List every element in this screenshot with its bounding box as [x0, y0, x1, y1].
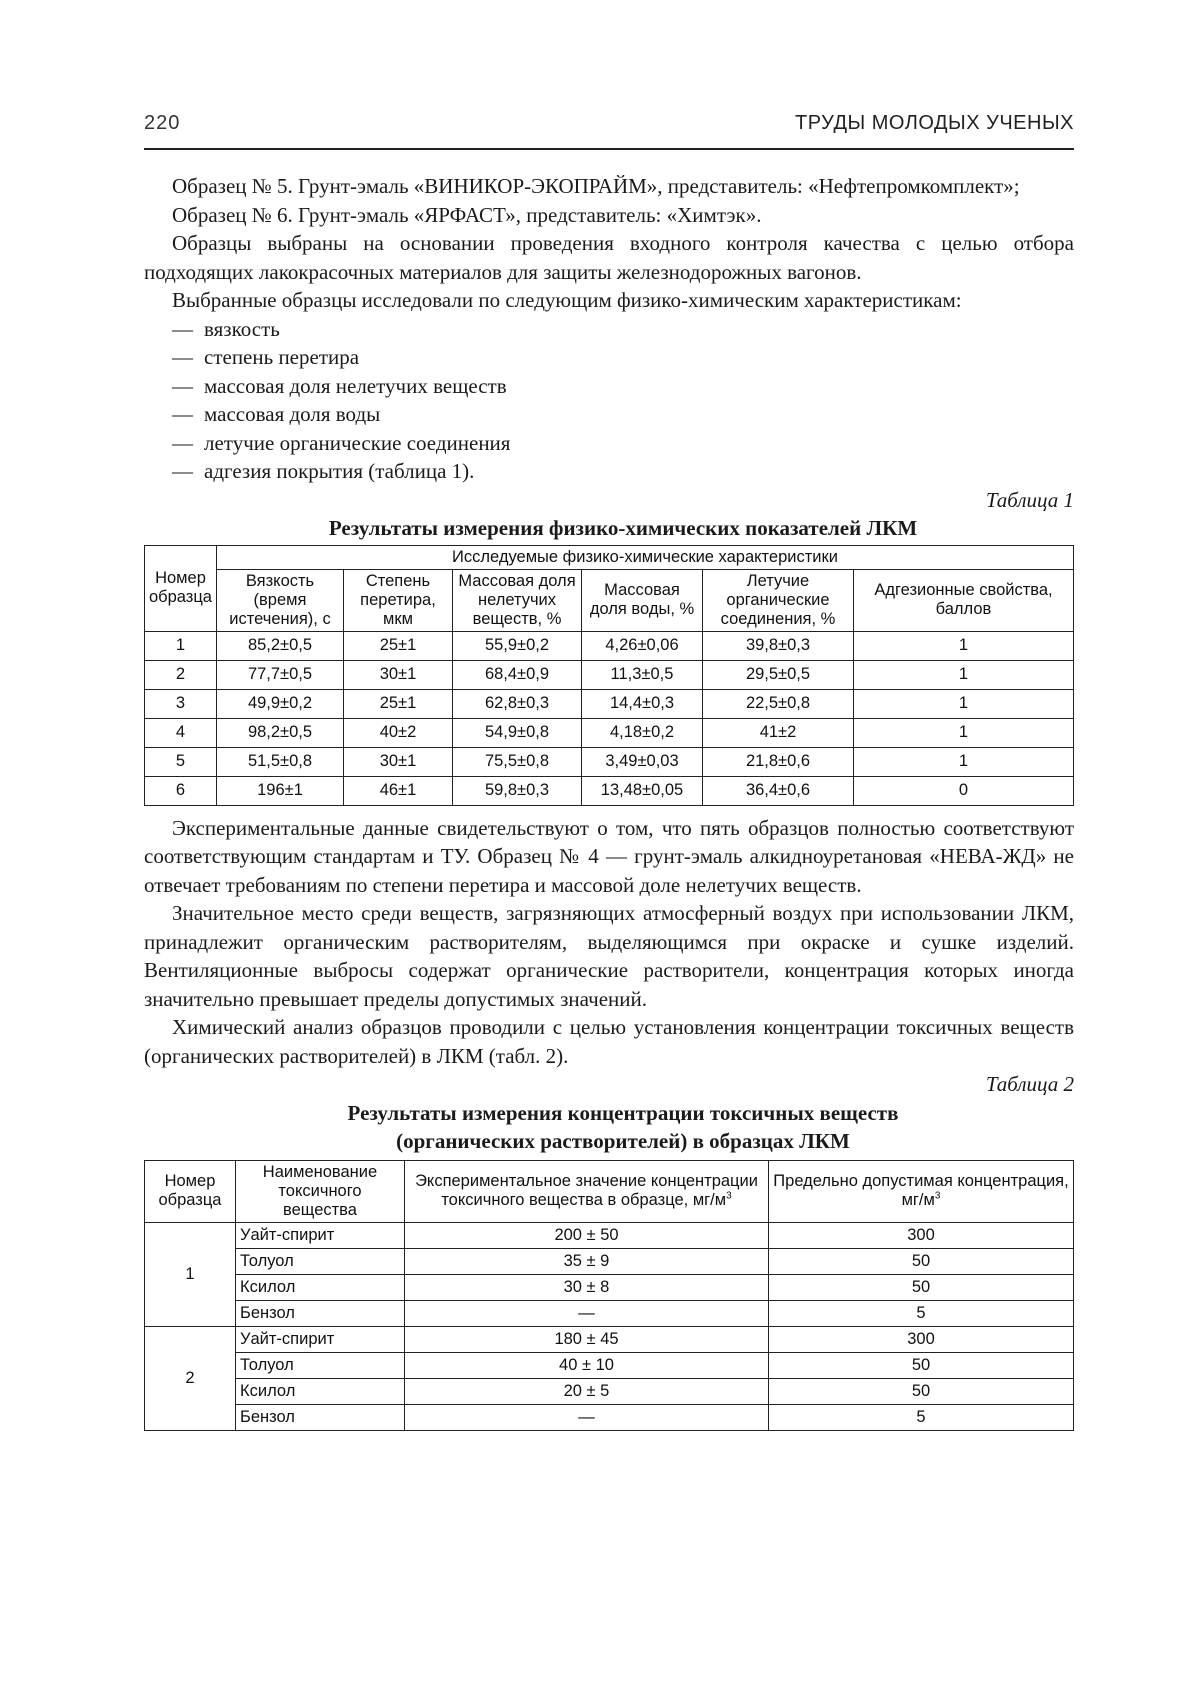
sample-number-cell: 1: [145, 1222, 236, 1326]
table-row: [145, 1404, 1074, 1430]
list-item: [144, 372, 1074, 401]
table-cell: 41±2: [703, 718, 854, 747]
paragraph: Образцы выбраны на основании проведения входного контроля качества с целью отбора подходящих лакокрасочных материалов для защиты железнодорожных вагонов.: [144, 231, 1074, 284]
col-header-sample: Номер образца: [145, 545, 217, 631]
table1-body: [145, 631, 1074, 805]
table-cell: 46±1: [344, 776, 453, 805]
table1-title: Результаты измерения физико-химических показателей ЛКМ: [328, 516, 918, 540]
table-cell: 22,5±0,8: [703, 689, 854, 718]
sample-number-cell: 3: [145, 689, 217, 718]
table-cell: 30±1: [344, 747, 453, 776]
table2-title-line2: (органических растворителей) в образцах ЛКМ: [396, 1129, 850, 1153]
substance-name-cell: Ксилол: [236, 1378, 405, 1404]
table-header-row: [145, 1160, 1074, 1222]
col-header-sample: Номер образца: [145, 1160, 236, 1222]
paragraph: Экспериментальные данные свидетельствуют о том, что пять образцов полностью соответствуют соответствующим стандартам и ТУ. Образец № 4 — грунт-эмаль алкидноуретановая «НЕВА-ЖД» не отвечает требованиям по степени перетира и массовой доле нелетучих веществ.: [144, 815, 1074, 897]
sample-number-cell: 2: [145, 1326, 236, 1430]
col-header-limit-text: Предельно допустимая концентрация, мг/м: [773, 1172, 1069, 1209]
limit-value-cell: 300: [769, 1222, 1074, 1248]
measured-value-cell: —: [405, 1300, 769, 1326]
list-item: [144, 400, 1074, 429]
table-cell: 75,5±0,8: [453, 747, 582, 776]
paragraph: Образец № 6. Грунт-эмаль «ЯРФАСТ», представитель: «Химтэк».: [172, 202, 762, 227]
table-cell: 0: [854, 776, 1074, 805]
sample-number-cell: 6: [145, 776, 217, 805]
table-row: [145, 660, 1074, 689]
list-item-text: степень перетира: [204, 345, 360, 369]
table-cell: 77,7±0,5: [217, 660, 344, 689]
col-header-value-text: Экспериментальное значение концентрации токсичного вещества в образце, мг/м: [415, 1172, 758, 1209]
measured-value-cell: 200 ± 50: [405, 1222, 769, 1248]
table2-caption: Таблица 2: [985, 1072, 1074, 1096]
list-item-text: летучие органические соединения: [204, 430, 511, 455]
table-cell: 21,8±0,6: [703, 747, 854, 776]
table-cell: 62,8±0,3: [453, 689, 582, 718]
table-row: [145, 1326, 1074, 1352]
measured-value-cell: 30 ± 8: [405, 1274, 769, 1300]
col-header: Массовая доля нелетучих веществ, %: [453, 569, 582, 631]
table-header-row: [145, 569, 1074, 631]
table-cell: 85,2±0,5: [217, 631, 344, 660]
table-cell: 36,4±0,6: [703, 776, 854, 805]
paragraph: Образец № 5. Грунт-эмаль «ВИНИКОР-ЭКОПРАЙМ», представитель: «Нефтепромкомплект»;: [172, 174, 1020, 198]
substance-name-cell: Бензол: [236, 1300, 405, 1326]
limit-value-cell: 5: [769, 1404, 1074, 1430]
table-cell: 51,5±0,8: [217, 747, 344, 776]
measured-value-cell: 180 ± 45: [405, 1326, 769, 1352]
table-cell: 40±2: [344, 718, 453, 747]
table-cell: 1: [854, 660, 1074, 689]
table-cell: 11,3±0,5: [582, 660, 703, 689]
list-dash: —: [172, 402, 193, 426]
col-header: Вязкость (время истечения), с: [217, 569, 344, 631]
table1-caption: Таблица 1: [985, 487, 1074, 512]
table-row: [145, 1248, 1074, 1274]
list-dash: —: [172, 345, 193, 369]
unit-exponent: 3: [934, 1190, 941, 1202]
table-cell: 4,18±0,2: [582, 718, 703, 747]
list-item-text: адгезия покрытия (таблица 1).: [204, 459, 475, 483]
table2-title-line1: Результаты измерения концентрации токсичных веществ: [347, 1100, 899, 1125]
table-cell: 14,4±0,3: [582, 689, 703, 718]
col-group-header: Исследуемые физико-химические характеристики: [217, 545, 1074, 569]
table-header-row: [145, 545, 1074, 569]
paragraph: Химический анализ образцов проводили с целью установления концентрации токсичных веществ (органических растворителей) в ЛКМ (табл. 2).: [144, 1015, 1074, 1068]
measured-value-cell: 35 ± 9: [405, 1248, 769, 1274]
list-dash: —: [172, 373, 193, 398]
substance-name-cell: Толуол: [236, 1248, 405, 1274]
measured-value-cell: 20 ± 5: [405, 1378, 769, 1404]
table-row: [145, 747, 1074, 776]
col-header-value: [405, 1160, 769, 1222]
table1: [144, 545, 1074, 806]
sample-number-cell: 2: [145, 660, 217, 689]
col-header: Массовая доля воды, %: [582, 569, 703, 631]
limit-value-cell: 5: [769, 1300, 1074, 1326]
limit-value-cell: 300: [769, 1326, 1074, 1352]
table-cell: 39,8±0,3: [703, 631, 854, 660]
col-header: Летучие органические соединения, %: [703, 569, 854, 631]
list-item-text: вязкость: [204, 316, 280, 341]
table-row: [145, 776, 1074, 805]
list-item: [144, 343, 1074, 372]
table-cell: 25±1: [344, 631, 453, 660]
measured-value-cell: 40 ± 10: [405, 1352, 769, 1378]
sample-number-cell: 1: [145, 631, 217, 660]
table-row: [145, 631, 1074, 660]
characteristics-list: [144, 315, 1074, 486]
col-header: Степень перетира, мкм: [344, 569, 453, 631]
table2: [144, 1160, 1074, 1431]
table-cell: 1: [854, 718, 1074, 747]
table-cell: 25±1: [344, 689, 453, 718]
limit-value-cell: 50: [769, 1378, 1074, 1404]
paragraph: Выбранные образцы исследовали по следующим физико-химическим характеристикам:: [172, 288, 962, 312]
col-header-limit: [769, 1160, 1074, 1222]
measured-value-cell: —: [405, 1404, 769, 1430]
substance-name-cell: Толуол: [236, 1352, 405, 1378]
col-header-name: Наименование токсичного вещества: [236, 1160, 405, 1222]
substance-name-cell: Уайт-спирит: [236, 1326, 405, 1352]
page-header: [144, 108, 1074, 150]
body-text: [144, 172, 1074, 1431]
page-number: 220: [144, 112, 181, 134]
limit-value-cell: 50: [769, 1352, 1074, 1378]
list-item-text: массовая доля воды: [204, 402, 381, 426]
table-cell: 1: [854, 747, 1074, 776]
table-cell: 68,4±0,9: [453, 660, 582, 689]
table-row: [145, 718, 1074, 747]
substance-name-cell: Ксилол: [236, 1274, 405, 1300]
running-title: ТРУДЫ МОЛОДЫХ УЧЕНЫХ: [795, 112, 1074, 134]
list-dash: —: [172, 459, 193, 483]
table-row: [145, 1274, 1074, 1300]
table-cell: 59,8±0,3: [453, 776, 582, 805]
table-cell: 13,48±0,05: [582, 776, 703, 805]
substance-name-cell: Уайт-спирит: [236, 1222, 405, 1248]
unit-exponent: 3: [726, 1190, 732, 1202]
table-row: [145, 1222, 1074, 1248]
table-cell: 1: [854, 689, 1074, 718]
list-dash: —: [172, 316, 193, 341]
list-item-text: массовая доля нелетучих веществ: [204, 373, 507, 398]
table-row: [145, 1300, 1074, 1326]
limit-value-cell: 50: [769, 1274, 1074, 1300]
list-item: [144, 457, 1074, 486]
col-header: Адгезионные свойства, баллов: [854, 569, 1074, 631]
list-item: [144, 315, 1074, 344]
table-cell: 1: [854, 631, 1074, 660]
table-row: [145, 1352, 1074, 1378]
table-cell: 55,9±0,2: [453, 631, 582, 660]
table-cell: 49,9±0,2: [217, 689, 344, 718]
table-cell: 98,2±0,5: [217, 718, 344, 747]
sample-number-cell: 5: [145, 747, 217, 776]
list-dash: —: [172, 430, 193, 455]
list-item: [144, 429, 1074, 458]
table-row: [145, 689, 1074, 718]
limit-value-cell: 50: [769, 1248, 1074, 1274]
table-cell: 3,49±0,03: [582, 747, 703, 776]
table-cell: 54,9±0,8: [453, 718, 582, 747]
substance-name-cell: Бензол: [236, 1404, 405, 1430]
sample-number-cell: 4: [145, 718, 217, 747]
table2-body: [145, 1222, 1074, 1430]
table-cell: 4,26±0,06: [582, 631, 703, 660]
table-cell: 29,5±0,5: [703, 660, 854, 689]
paragraph: Значительное место среди веществ, загрязняющих атмосферный воздух при использовании ЛКМ, принадлежит органическим растворителям, выделяющимся при окраске и сушке изделий. Вентиляционные выбросы содержат органические растворители, концентрация которых иногда значительно превышает пределы допустимых значений.: [144, 901, 1074, 1011]
table-row: [145, 1378, 1074, 1404]
table-cell: 196±1: [217, 776, 344, 805]
table-cell: 30±1: [344, 660, 453, 689]
